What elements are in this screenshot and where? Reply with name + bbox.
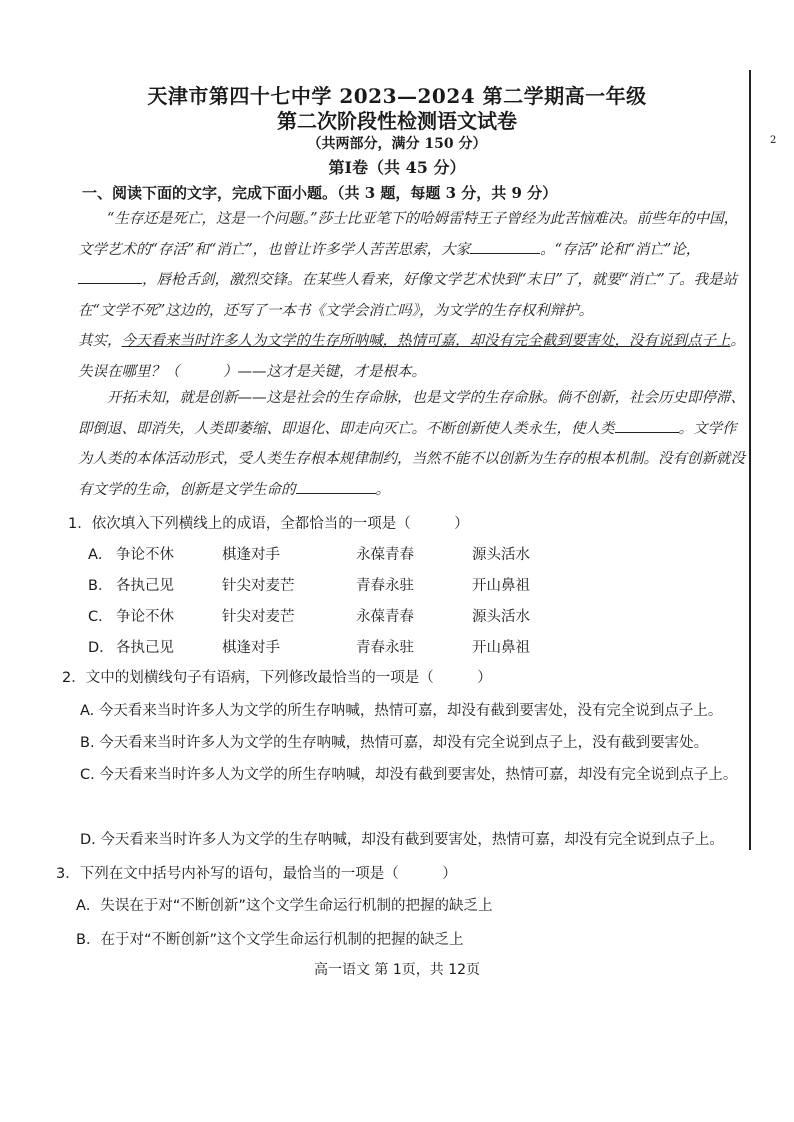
passage-text: “生存还是死亡，这是一个问题。”莎士比亚笔下的哈姆雷特王子曾经为此苦恼难决。前些年的中国，文学艺术的“存活”和“消亡”，也曾让许多学人苦苦思索，大家 [78, 211, 739, 258]
question-2-option-a[interactable]: A. 今天看来当时许多人为文学的所生存呐喊，热情可嘉，却没有截到要害处，没有完全说到点子上。 [80, 703, 723, 719]
edge-mark: 2 [770, 135, 777, 146]
option-item: 开山鼻祖 [472, 578, 530, 594]
option-item: 各执己见 [116, 578, 174, 594]
question-1-option-b[interactable] [88, 574, 688, 598]
passage-text: 。 [375, 481, 390, 498]
passage-text: 其实， [78, 333, 122, 349]
exam-title-line2: 第二次阶段性检测语文试卷 [277, 109, 517, 133]
underlined-sentence: 今天看来当时许多人为文学的生存所呐喊，热情可嘉，却没有完全截到要害处，没有说到点子上 [121, 333, 731, 349]
option-letter: A． [88, 547, 113, 563]
question-1-option-a[interactable] [88, 543, 688, 567]
question-1-option-c[interactable] [88, 605, 688, 629]
exam-title-line1: 天津市第四十七中学 2023—2024 第二学期高一年级 [147, 84, 647, 108]
question-2-option-b[interactable]: B. 今天看来当时许多人为文学的生存呐喊，热情可嘉，却没有完全说到点子上，没有截到要害处。 [80, 735, 709, 751]
question-2-option-c[interactable]: C. 今天看来当时许多人为文学的所生存呐喊，却没有截到要害处，热情可嘉，却没有完全说到点子上。 [80, 767, 738, 783]
option-item: 青春永驻 [356, 578, 414, 594]
option-item: 永葆青春 [356, 547, 414, 563]
passage-text: 。“存活”论和“消亡”论， [540, 241, 701, 258]
option-item: 源头活水 [472, 609, 530, 625]
option-item: 青春永驻 [356, 640, 414, 656]
option-item: 争论不休 [116, 609, 174, 625]
option-item: 棋逢对手 [222, 640, 280, 656]
question-3-option-a[interactable]: A．失误在于对“不断创新”这个文学生命运行机制的把握的缺乏上 [76, 898, 493, 914]
section-heading: 一、阅读下面的文字，完成下面小题。（共 3 题，每题 3 分，共 9 分） [82, 184, 558, 202]
option-letter: C． [88, 609, 113, 625]
option-item: 源头活水 [472, 547, 530, 563]
volume-heading: 第Ⅰ卷（共 45 分） [328, 158, 466, 177]
option-letter: B． [88, 578, 113, 594]
page-footer: 高一语文 第 1页，共 12页 [313, 962, 481, 978]
passage-text: 开拓未知，就是创新——这是社会的生存命脉，也是文学的生存命脉。倘不创新，社会历史即停滞、即倒退、即消失，人类即萎缩、即退化、即走向灭亡。不断创新使人类永生，使人类 [78, 390, 745, 437]
fill-blank [78, 269, 142, 285]
passage-paragraph-2 [78, 383, 746, 505]
passage-text: ，唇枪舌剑，激烈交锋。在某些人看来，好像文学艺术快到“末日”了，就要“消亡”了。我是站在“文学不死”这边的，还写了一本书《文学会消亡吗》，为文学的生存权利辩护。 [78, 272, 738, 319]
question-2-option-d[interactable]: D. 今天看来当时许多人为文学的生存呐喊，却没有截到要害处，热情可嘉，却没有完全说到点子上。 [80, 832, 724, 848]
option-item: 开山鼻祖 [472, 640, 530, 656]
option-item: 各执己见 [116, 640, 174, 656]
option-item: 争论不休 [116, 547, 174, 563]
fill-blank [615, 417, 679, 433]
question-1-stem: 1．依次填入下列横线上的成语，全都恰当的一项是（ ） [68, 516, 469, 532]
fill-blank [296, 478, 376, 494]
fill-blank [470, 238, 540, 254]
exam-subtitle: （共两部分，满分 150 分） [307, 136, 487, 152]
option-item: 永葆青春 [356, 609, 414, 625]
option-item: 针尖对麦芒 [222, 609, 295, 625]
question-3-option-b[interactable]: B．在于对“不断创新”这个文学生命运行机制的把握的缺乏上 [76, 932, 464, 948]
question-2-stem: 2．文中的划横线句子有语病，下列修改最恰当的一项是（ ） [62, 670, 492, 686]
passage-text: 。文学作为人类的本体活动形式，受人类生存根本规律制约，当然不能不以创新为生存的根本机制。没有创新就没有文学的生命，创新是文学生命的 [78, 420, 745, 498]
passage-text: 。失误在哪里？（ ）——这才是关键，才是根本。 [78, 333, 745, 380]
passage-paragraph-1 [78, 204, 746, 387]
question-1-option-d[interactable] [88, 636, 688, 660]
question-3-stem: 3．下列在文中括号内补写的语句，最恰当的一项是（ ） [56, 866, 457, 882]
option-item: 针尖对麦芒 [222, 578, 295, 594]
option-item: 棋逢对手 [222, 547, 280, 563]
option-letter: D． [88, 640, 114, 656]
